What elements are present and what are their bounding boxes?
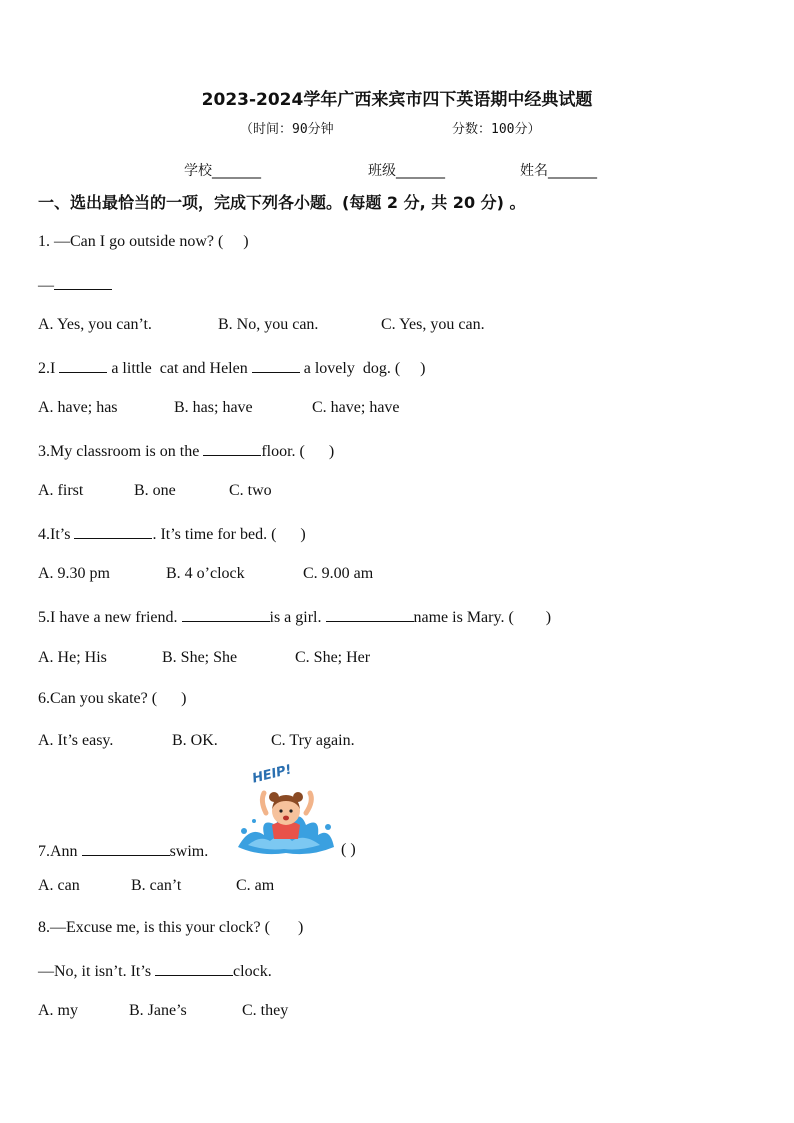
question-4: 4.It’s . It’s time for bed. ( ) (38, 526, 306, 543)
answer-blank[interactable] (74, 524, 152, 539)
option-b[interactable]: B. 4 o’clock (166, 565, 245, 582)
option-b[interactable]: B. has; have (174, 399, 253, 416)
option-c[interactable]: C. Yes, you can. (381, 316, 485, 333)
question-7-bracket: ( ) (341, 841, 356, 858)
question-6: 6.Can you skate? ( ) (38, 690, 187, 707)
exam-score: 分数：100分） (452, 122, 541, 137)
question-1-answer-line: — (38, 275, 112, 295)
answer-blank[interactable] (326, 607, 414, 622)
option-a[interactable]: A. have; has (38, 399, 118, 416)
exam-title: 2023-2024学年广西来宾市四下英语期中经典试题 (201, 90, 593, 110)
question-8: 8.—Excuse me, is this your clock? ( ) (38, 919, 304, 936)
question-7: 7.Ann swim. (38, 843, 209, 860)
exam-time: （时间：90分钟 (240, 122, 334, 137)
option-b[interactable]: B. She; She (162, 649, 238, 666)
answer-blank[interactable] (82, 841, 170, 856)
option-a[interactable]: A. He; His (38, 649, 107, 666)
figure-caption: HEIP! (250, 762, 294, 787)
option-b[interactable]: B. one (134, 482, 176, 499)
option-c[interactable]: C. have; have (312, 399, 400, 416)
option-b[interactable]: B. OK. (172, 732, 218, 749)
name-field[interactable]: 姓名_______ (520, 163, 597, 179)
answer-blank[interactable] (182, 607, 270, 622)
option-c[interactable]: C. two (229, 482, 272, 499)
section-title: 一、选出最恰当的一项，完成下列各小题。(每题 2 分, 共 20 分) 。 (38, 193, 526, 212)
option-b[interactable]: B. Jane’s (129, 1002, 187, 1019)
option-a[interactable]: A. my (38, 1002, 78, 1019)
option-b[interactable]: B. can’t (131, 877, 182, 894)
option-a[interactable]: A. can (38, 877, 80, 894)
option-a[interactable]: A. 9.30 pm (38, 565, 110, 582)
drowning-girl-icon (230, 762, 340, 860)
answer-blank[interactable] (252, 358, 300, 373)
question-8-answer-line: —No, it isn’t. It’s clock. (38, 963, 272, 980)
school-field[interactable]: 学校_______ (184, 163, 261, 179)
option-c[interactable]: C. She; Her (295, 649, 371, 666)
option-c[interactable]: C. 9.00 am (303, 565, 374, 582)
option-c[interactable]: C. Try again. (271, 732, 355, 749)
option-a[interactable]: A. It’s easy. (38, 732, 114, 749)
answer-blank[interactable] (203, 441, 261, 456)
option-c[interactable]: C. they (242, 1002, 289, 1019)
question-3: 3.My classroom is on the floor. ( ) (38, 443, 335, 460)
question-2: 2.I a little cat and Helen a lovely dog. ( ) (38, 360, 426, 377)
answer-blank[interactable] (59, 358, 107, 373)
option-c[interactable]: C. am (236, 877, 275, 894)
option-a[interactable]: A. Yes, you can’t. (38, 316, 152, 333)
option-a[interactable]: A. first (38, 482, 84, 499)
answer-blank[interactable] (54, 275, 112, 290)
question-5: 5.I have a new friend. is a girl. name is Mary. ( ) (38, 609, 552, 626)
option-b[interactable]: B. No, you can. (218, 316, 319, 333)
answer-blank[interactable] (155, 961, 233, 976)
class-field[interactable]: 班级_______ (368, 163, 445, 179)
question-1: 1. —Can I go outside now? ( ) (38, 233, 249, 250)
